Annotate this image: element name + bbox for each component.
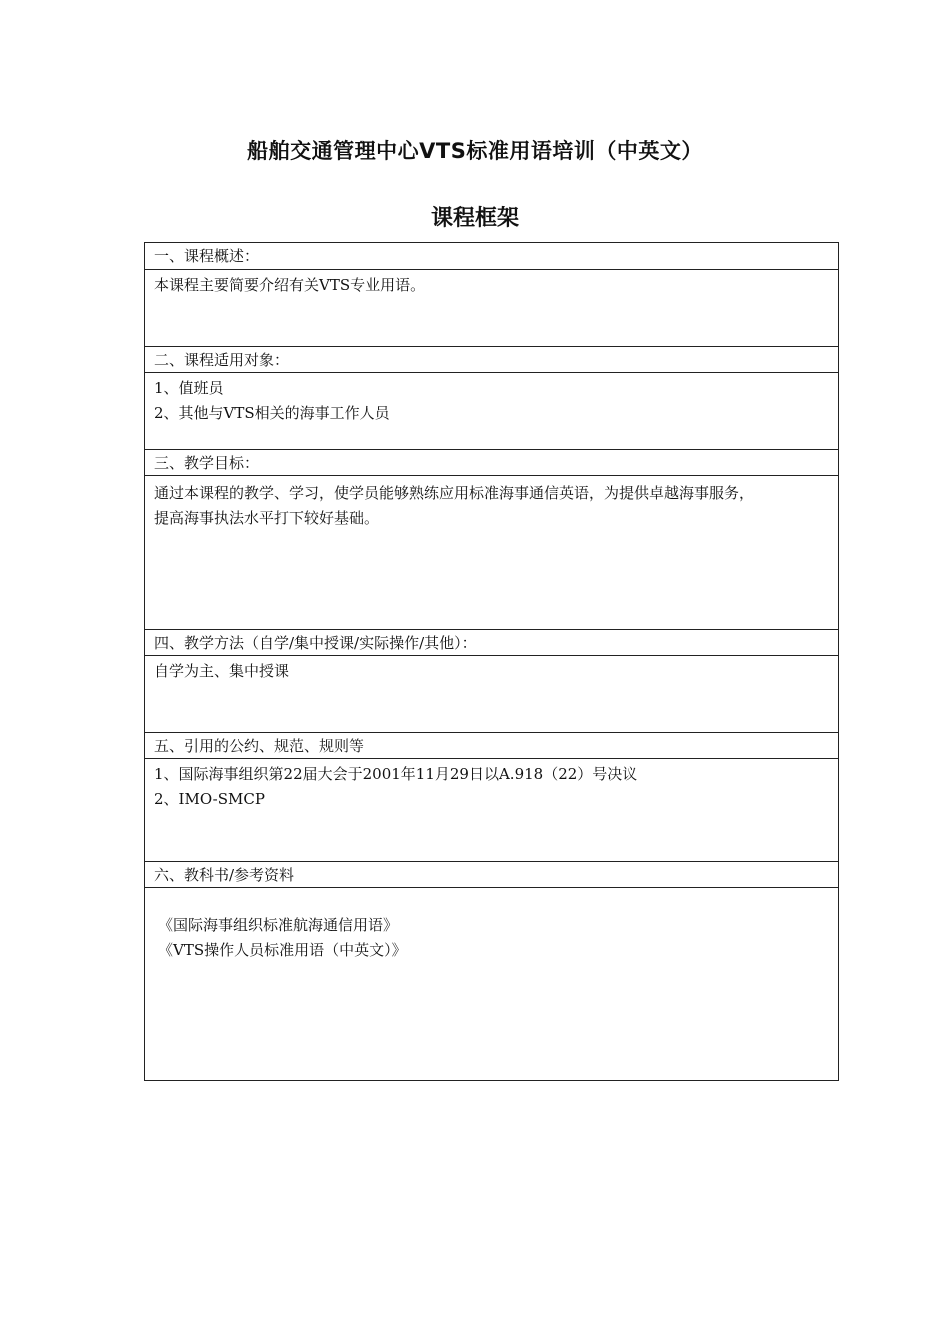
content-line: 2、IMO-SMCP (154, 790, 265, 808)
content-line: 《国际海事组织标准航海通信用语》 (158, 916, 399, 934)
section-content-conventions (145, 758, 838, 861)
content-line: 本课程主要简要介绍有关VTS专业用语。 (154, 276, 426, 294)
document-subtitle: 课程框架 (430, 206, 519, 231)
section-content-objectives (145, 475, 838, 629)
content-line: 2、其他与VTS相关的海事工作人员 (154, 404, 390, 422)
content-line: 通过本课程的教学、学习，使学员能够熟练应用标准海事通信英语，为提供卓越海事服务， (154, 484, 755, 502)
section-heading-text: 一、课程概述： (154, 247, 260, 265)
section-heading-methods (145, 629, 838, 655)
section-heading-text: 三、教学目标： (154, 454, 260, 472)
section-heading-references (145, 861, 838, 887)
document-title: 船舶交通管理中心VTS标准用语培训（中英文） (247, 139, 703, 163)
section-heading-text: 四、教学方法（自学/集中授课/实际操作/其他）： (154, 634, 477, 652)
section-heading-overview (145, 243, 838, 269)
course-framework-table (144, 242, 839, 1081)
section-content-audience (145, 372, 838, 449)
section-heading-text: 六、教科书/参考资料 (154, 866, 295, 884)
section-heading-text: 五、引用的公约、规范、规则等 (154, 737, 365, 755)
content-line: 自学为主、集中授课 (154, 662, 290, 680)
section-content-references (145, 887, 838, 1080)
section-heading-conventions (145, 732, 838, 758)
section-heading-text: 二、课程适用对象： (154, 351, 290, 369)
section-content-methods (145, 655, 838, 732)
content-line: 1、国际海事组织第22届大会于2001年11月29日以A.918（22）号决议 (154, 765, 638, 783)
section-heading-audience (145, 346, 838, 372)
content-line: 《VTS操作人员标准用语（中英文）》 (158, 941, 407, 959)
section-content-overview (145, 269, 838, 346)
content-line: 1、值班员 (154, 379, 224, 397)
section-heading-objectives (145, 449, 838, 475)
content-line: 提高海事执法水平打下较好基础。 (154, 509, 380, 527)
